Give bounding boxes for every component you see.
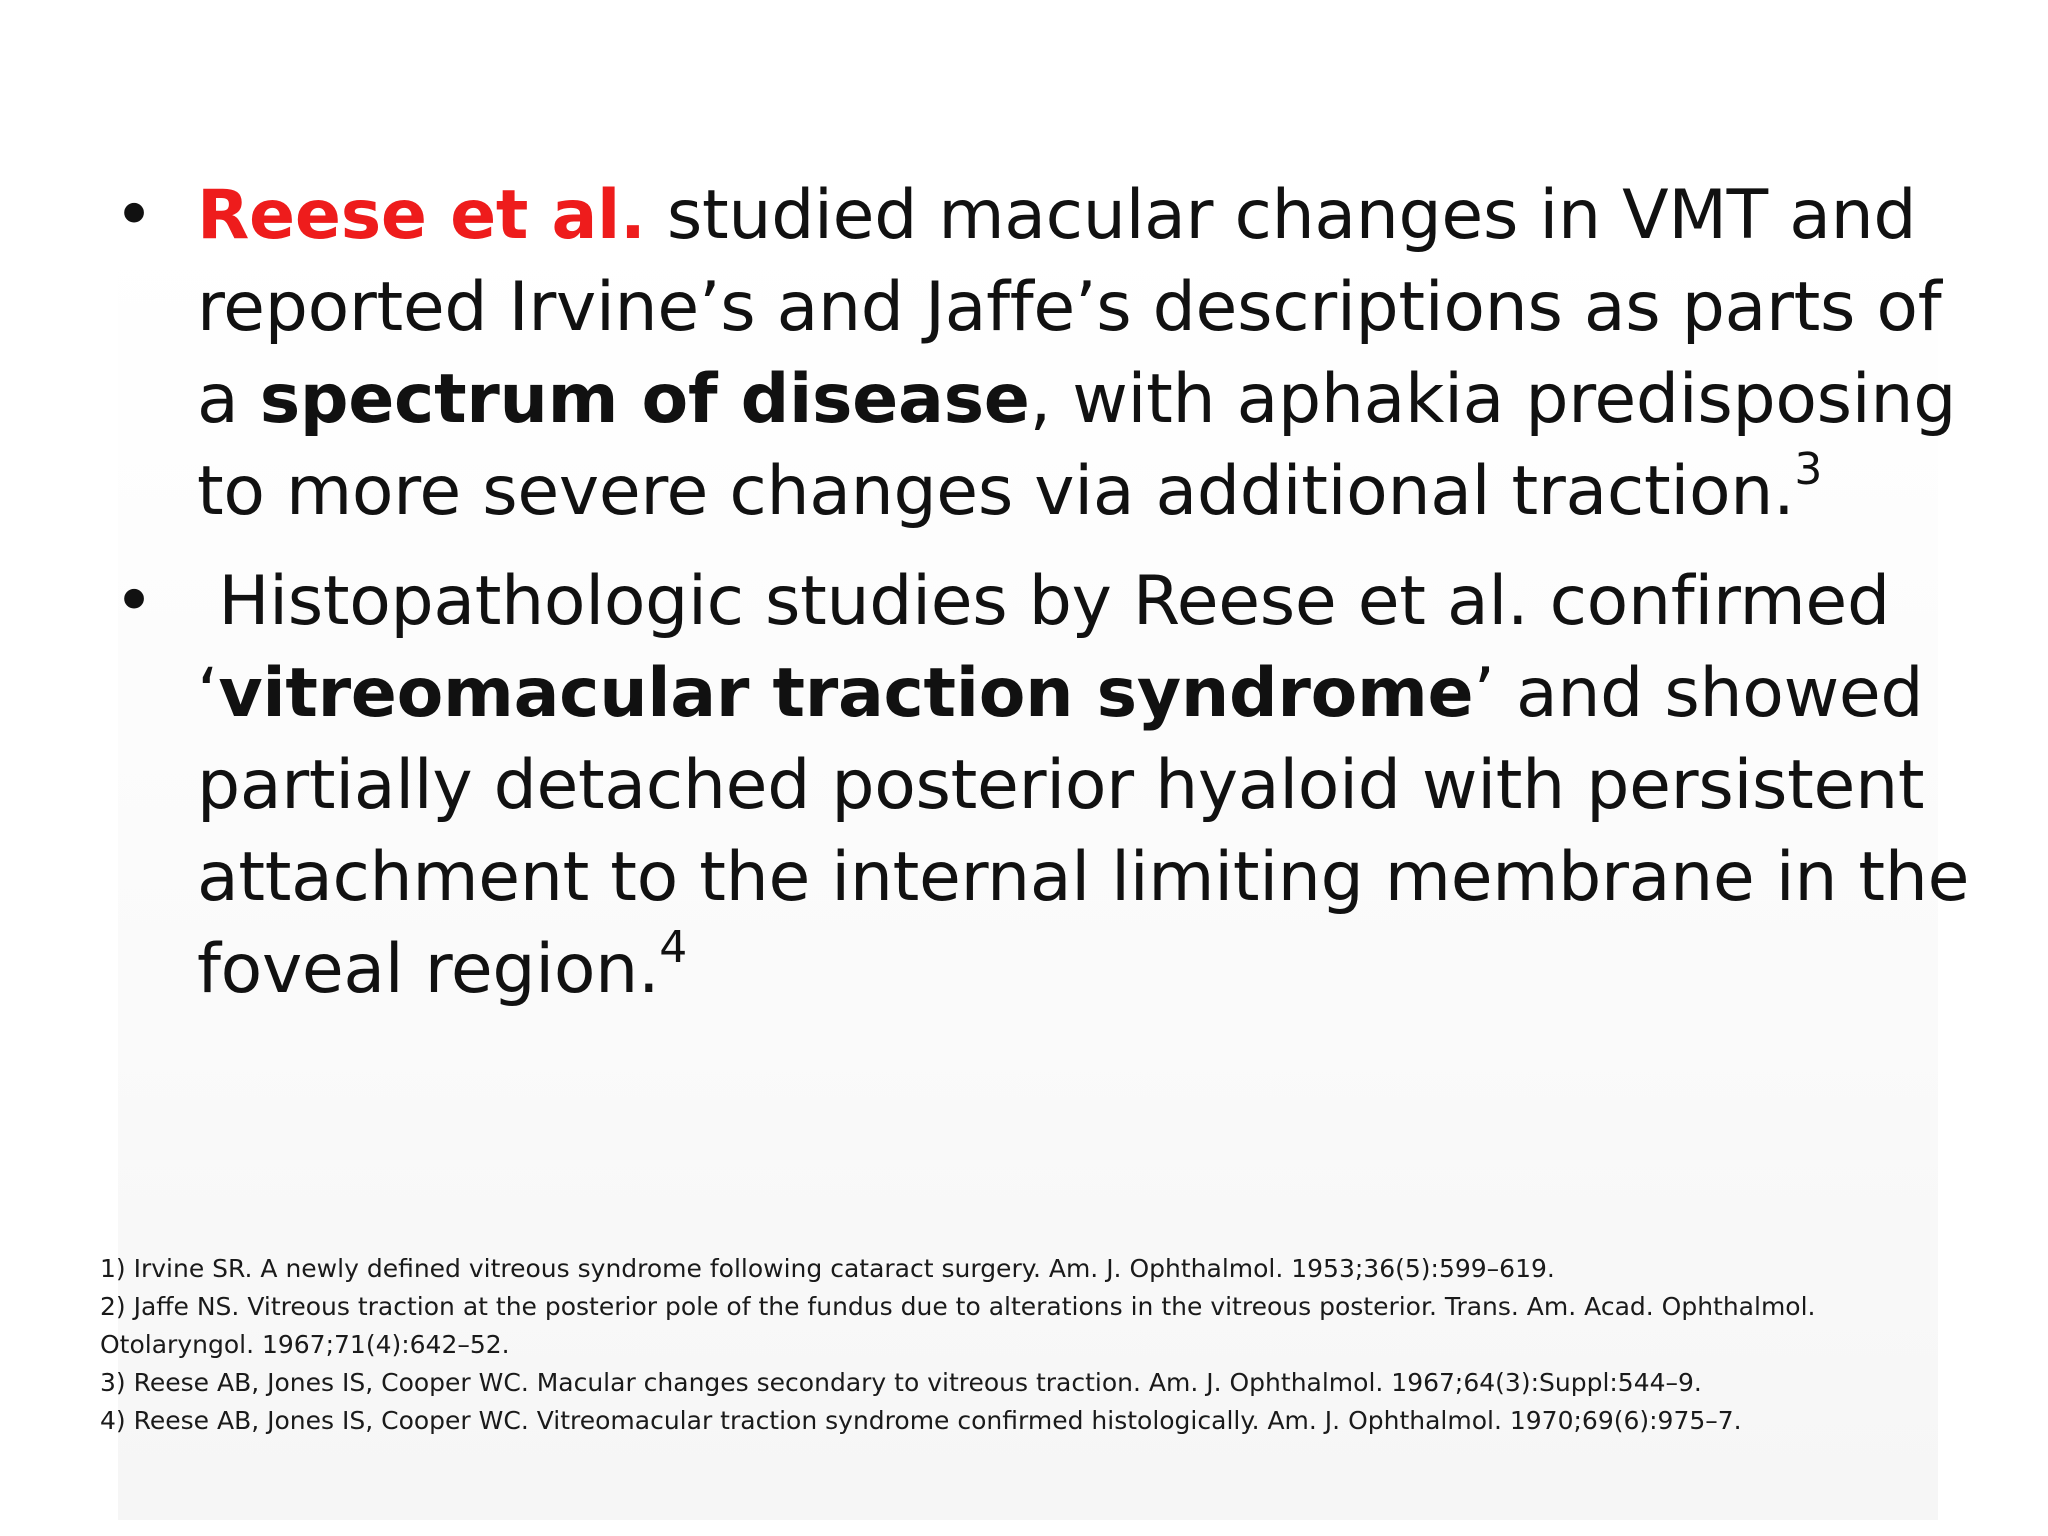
citation-superscript: 4 (659, 922, 687, 973)
bullet-marker: • (114, 562, 154, 641)
bullet-text-segment: Histopathologic studies by Reese et al. confirmed ‘ (197, 562, 1890, 733)
bullet-text-2 (197, 562, 1969, 1009)
reference-item: 3) Reese AB, Jones IS, Cooper WC. Macular changes secondary to vitreous traction. Am. J. Ophthalmol. 1967;64(3):Suppl:544–9. (100, 1368, 1702, 1397)
bullet-marker: • (114, 176, 154, 255)
bullet-text-segment: studied macular changes in VMT and reported Irvine’s and Jaffe’s descriptions as parts of a (197, 176, 1942, 439)
bullet-text-segment: ’ and showed partially detached posterior hyaloid with persistent attachment to the internal limiting membrane in the foveal region. (197, 654, 1970, 1009)
bullet-list (100, 170, 1980, 1016)
bullet-item-reese-macular-changes (100, 170, 1980, 538)
bold-phrase-vmt-syndrome: vitreomacular traction syndrome (218, 654, 1474, 733)
reference-item: 2) Jaffe NS. Vitreous traction at the posterior pole of the fundus due to alterations in the vitreous posterior. Trans. Am. Acad. Ophthalmol. Otolaryngol. 1967;71(4):642–52. (100, 1292, 1816, 1359)
bullet-item-histopathologic-studies (100, 556, 1980, 1016)
citation-superscript: 3 (1794, 444, 1823, 495)
reference-item: 1) Irvine SR. A newly defined vitreous syndrome following cataract surgery. Am. J. Ophthalmol. 1953;36(5):599–619. (100, 1254, 1555, 1283)
highlight-author: Reese et al. (197, 176, 646, 255)
bold-phrase-spectrum: spectrum of disease (259, 360, 1030, 439)
references (100, 1250, 1960, 1440)
bullet-text-segment: , with aphakia predisposing to more severe changes via additional traction. (197, 360, 1957, 531)
bullet-text-1 (197, 176, 1956, 531)
reference-item: 4) Reese AB, Jones IS, Cooper WC. Vitreomacular traction syndrome confirmed histologically. Am. J. Ophthalmol. 1970;69(6):975–7. (100, 1406, 1742, 1435)
